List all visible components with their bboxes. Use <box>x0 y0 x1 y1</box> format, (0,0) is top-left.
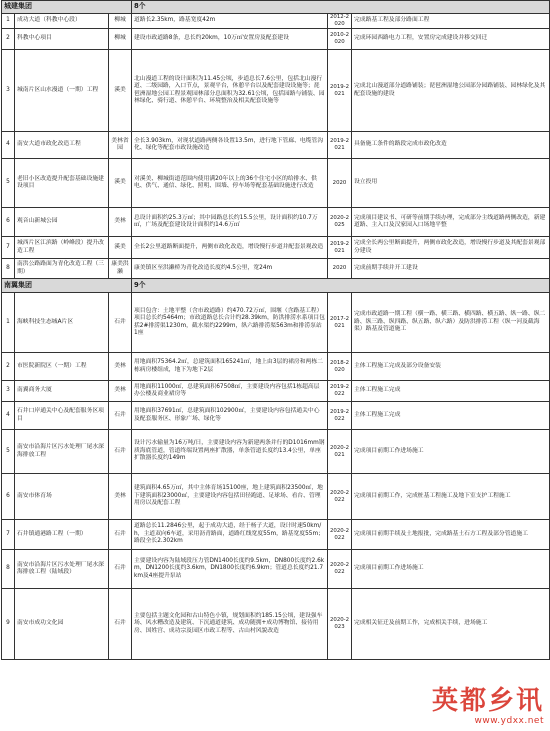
group-header-row <box>2 1 550 14</box>
project-period: 2020-2022 <box>328 520 352 550</box>
table-row <box>2 259 550 279</box>
project-location: 溪美 <box>109 237 132 259</box>
table-row <box>2 550 550 589</box>
project-progress: 完成全长两公里断面提升，两侧市政化改造，增设慢行步道及其配套景观部分建设 <box>352 237 550 259</box>
project-table-body <box>2 1 550 660</box>
watermark-brand: 英都乡讯 <box>431 686 544 716</box>
table-row <box>2 430 550 474</box>
project-content: 北山漫道工程的设计面积为11.45公顷，步道总长7.6公里，包括北山漫行道、二级园路，入口节点，景观平台，休憩平台以及配套建设设施等；琵琶洲湿地公园工程景观园林部分总面积为32.61公顷，包括园路与铺装、园林绿化、骑行道、休憩平台、环境整治及相关配套设施等 <box>132 50 328 132</box>
project-name: 观音山新城公园 <box>15 208 109 237</box>
project-location: 石井 <box>109 589 132 660</box>
group-header-row <box>2 279 550 293</box>
project-location: 美林 <box>109 474 132 520</box>
table-row <box>2 381 550 402</box>
project-content: 全长2公里道路断面提升，两侧市政化改造，增设慢行步道并配套景观改造 <box>132 237 328 259</box>
row-number: 7 <box>2 237 15 259</box>
group-name: 城建集团 <box>2 1 132 14</box>
row-number: 4 <box>2 132 15 159</box>
project-progress: 具备施工条件的路段完成市政化改造 <box>352 132 550 159</box>
project-content: 用地面积75364.2㎡，总建筑面积165241㎡，地上由3层的裙房和两栋二栋病房楼组成，地下为地下2层 <box>132 353 328 381</box>
project-period: 2020 <box>328 159 352 208</box>
project-period: 2019-2021 <box>328 237 352 259</box>
project-period: 2019-2022 <box>328 381 352 402</box>
table-row <box>2 132 550 159</box>
project-progress: 完成环园西路电力工程，安置房完成建设并移交回迁 <box>352 29 550 50</box>
project-name: 石井口岸通关中心及配套服务区项目 <box>15 402 109 430</box>
project-name: 海峡科技生态城A片区 <box>15 293 109 353</box>
project-content: 项目包含：土地平整（含市政道路）约470.72万㎡，围堰（含路基工程）项目总长约5464m；市政道路总长合计约28.39km，防洪排涝水系项目包括2#排涝渠1230m，截水渠约2299m，纵六路排涝渠563m和排涝泵站1座 <box>132 293 328 353</box>
group-count: 8个 <box>132 1 550 14</box>
project-content: 用地面积37691㎡，总建筑面积102900㎡，主要建设内容包括通关中心及配套服务区、形象广场、绿化等 <box>132 402 328 430</box>
project-progress: 主体工程施工完成 <box>352 381 550 402</box>
project-progress: 完成市政道路一期工程（横一路、横三路、横四路、横五路、纵一路、纵二路、纵三路、纵四路、纵五路、纵六路）及防洪排涝工程（纵一河及截海渠）路基及管道施工 <box>352 293 550 353</box>
table-row <box>2 293 550 353</box>
project-name: 市医院新院区（一期）工程 <box>15 353 109 381</box>
project-progress: 完成项目建议书、可研等前期手续办理，完成部分主线道路两侧改造，新建道路、主入口及汉家园入口场地平整 <box>352 208 550 237</box>
project-location: 美林省园 <box>109 132 132 159</box>
table-row <box>2 208 550 237</box>
project-name: 南安市沿海片区污水处理厂尾水深海排放工程 <box>15 430 109 474</box>
project-name: 南安大道市政化改造工程 <box>15 132 109 159</box>
project-progress: 完成项目前期工作，完成桩基工程施工及地下室支护工程施工 <box>352 474 550 520</box>
project-content: 主要建设内容为陆域段压力管DN1400长度约9.5km，DN800长度约2.6km，DN1200长度约3.6km，DN1800长度约6.9km；管道总长度约21.7km及4座提升泵站 <box>132 550 328 589</box>
row-number: 3 <box>2 381 15 402</box>
project-content: 建筑面积4.65万㎡，其中主体育场15100座，地上建筑面积23500㎡，地下建筑面积23000㎡，主要建设内容包括田径跑道、足球场、看台、管理用房以及配套工程 <box>132 474 328 520</box>
project-period: 2020-2025 <box>328 208 352 237</box>
project-location: 石井 <box>109 550 132 589</box>
row-number: 1 <box>2 14 15 29</box>
project-content: 对溪美、柳城街道范围内使用满20年以上的36个住宅小区的给排水、供电、供气、通信、绿化、照明、围墙、停车场等配套基础设施进行改造 <box>132 159 328 208</box>
project-location: 柳城 <box>109 14 132 29</box>
project-period: 2020 <box>328 259 352 279</box>
project-content: 全长3.903km，对现状道路两侧各设置13.5m，进行地下管廊、电缆管沟化、绿化等配套市政设施改造 <box>132 132 328 159</box>
table-row <box>2 14 550 29</box>
project-period: 2010-2020 <box>328 29 352 50</box>
project-location: 石井 <box>109 293 132 353</box>
project-progress: 主体工程施工完成及部分设备安装 <box>352 353 550 381</box>
table-row <box>2 520 550 550</box>
project-period: 2019-2021 <box>328 132 352 159</box>
project-location: 美林 <box>109 381 132 402</box>
project-name: 南洪公路路面为青化改造工程（三期） <box>15 259 109 279</box>
row-number: 3 <box>2 50 15 132</box>
project-content: 康美镇区至洪濑桥为青化改造长度约4.5公里，宽24m <box>132 259 328 279</box>
row-number: 8 <box>2 550 15 589</box>
table-row <box>2 29 550 50</box>
row-number: 5 <box>2 159 15 208</box>
project-period: 2020-2022 <box>328 550 352 589</box>
project-name: 南安市体育场 <box>15 474 109 520</box>
table-row <box>2 159 550 208</box>
row-number: 9 <box>2 589 15 660</box>
project-progress: 主体工程施工完成 <box>352 402 550 430</box>
project-content: 道路总长11.2846公里，起于成功大道，经于杨子大道，设计时速50km/h，主道双向6车道，采用沥青路面，道路红线宽度55m，路基宽度55m；路段全长2.302km <box>132 520 328 550</box>
table-row <box>2 589 550 660</box>
table-row <box>2 402 550 430</box>
project-name: 南安市沿海片区污水处理厂尾水深海排放工程（陆域段） <box>15 550 109 589</box>
project-location: 溪美 <box>109 50 132 132</box>
table-row <box>2 50 550 132</box>
project-period: 2020-2023 <box>328 589 352 660</box>
watermark <box>394 686 544 727</box>
table-row <box>2 353 550 381</box>
project-progress: 完成前期手续并开工建设 <box>352 259 550 279</box>
project-location: 柳城 <box>109 29 132 50</box>
group-name: 南翼集团 <box>2 279 132 293</box>
project-period: 2020-2021 <box>328 430 352 474</box>
project-location: 石井 <box>109 430 132 474</box>
project-name: 城南片区山水漫道（一期）工程 <box>15 50 109 132</box>
project-location: 石井 <box>109 402 132 430</box>
project-name: 老旧小区改造提升配套基础设施建设项目 <box>15 159 109 208</box>
project-progress: 完成北山漫道部分道路铺装；琵琶洲湿地公园部分园路铺装、园林绿化及其配套设施的建设 <box>352 50 550 132</box>
project-content: 总设计面积约25.3万㎡；其中园路总长约15.5公里，设计面积约10.7万㎡，广场及配套建设设计面积约14.6万㎡ <box>132 208 328 237</box>
project-content: 设计污水输量为16万吨/日，主要建设内容为新建两条并行的D1016mm钢质海底管道，管道终端设置两座扩散器，单条管道长度约13.4公里，单座扩散器长度约149m <box>132 430 328 474</box>
project-location: 美林 <box>109 208 132 237</box>
row-number: 7 <box>2 520 15 550</box>
project-name: 石井镇通港路工程（一期） <box>15 520 109 550</box>
project-name: 科教中心项目 <box>15 29 109 50</box>
row-number: 6 <box>2 208 15 237</box>
project-progress: 设立投用 <box>352 159 550 208</box>
project-content: 道路长2.35km，路基宽度42m <box>132 14 328 29</box>
project-name: 城西片区江滨路（岭峰段）提升改造工程 <box>15 237 109 259</box>
project-location: 石井 <box>109 520 132 550</box>
project-progress: 完成项目前期手续及土地报批，完成路基土石方工程及部分管道施工 <box>352 520 550 550</box>
project-content: 用地面积11000㎡，总建筑面积67508㎡，主要建设内容包括1栋超高层办公楼及商业裙房等 <box>132 381 328 402</box>
table-row <box>2 237 550 259</box>
project-name: 南安市成功文化园 <box>15 589 109 660</box>
project-period: 2017-2021 <box>328 293 352 353</box>
project-period: 2018-2020 <box>328 353 352 381</box>
row-number: 8 <box>2 259 15 279</box>
project-location: 美林 <box>109 353 132 381</box>
row-number: 1 <box>2 293 15 353</box>
project-location: 康美洪濑 <box>109 259 132 279</box>
project-name: 南翼商务大厦 <box>15 381 109 402</box>
table-row <box>2 474 550 520</box>
project-progress: 完成项目前期工作进场施工 <box>352 550 550 589</box>
row-number: 2 <box>2 353 15 381</box>
watermark-url: www.ydxx.net <box>474 716 544 726</box>
project-progress: 完成路基工程及部分路面工程 <box>352 14 550 29</box>
project-content: 主要包括主题文化园和古山特色小镇，规划面积约185.15公顷，建设强车场、风水糟改造及建筑、下沉通道建筑、成功随拥+成功博物馆、接待用房、国姓宫、成功宗及园区市政工程等、古山村风貌改造 <box>132 589 328 660</box>
project-period: 2019-2021 <box>328 50 352 132</box>
group-count: 9个 <box>132 279 550 293</box>
row-number: 5 <box>2 430 15 474</box>
project-name: 成功大道（科教中心段） <box>15 14 109 29</box>
row-number: 2 <box>2 29 15 50</box>
project-progress: 完成相关征迁及前期工作，完成相关手续，进场施工 <box>352 589 550 660</box>
project-table <box>1 0 550 660</box>
project-period: 2012-2020 <box>328 14 352 29</box>
project-period: 2020-2022 <box>328 474 352 520</box>
project-progress: 完成项目前期工作进场施工 <box>352 430 550 474</box>
project-period: 2019-2022 <box>328 402 352 430</box>
project-content: 建设市政道路8条，总长约20km，10万㎡安置房及配套建设 <box>132 29 328 50</box>
row-number: 4 <box>2 402 15 430</box>
project-location: 溪美 <box>109 159 132 208</box>
row-number: 6 <box>2 474 15 520</box>
